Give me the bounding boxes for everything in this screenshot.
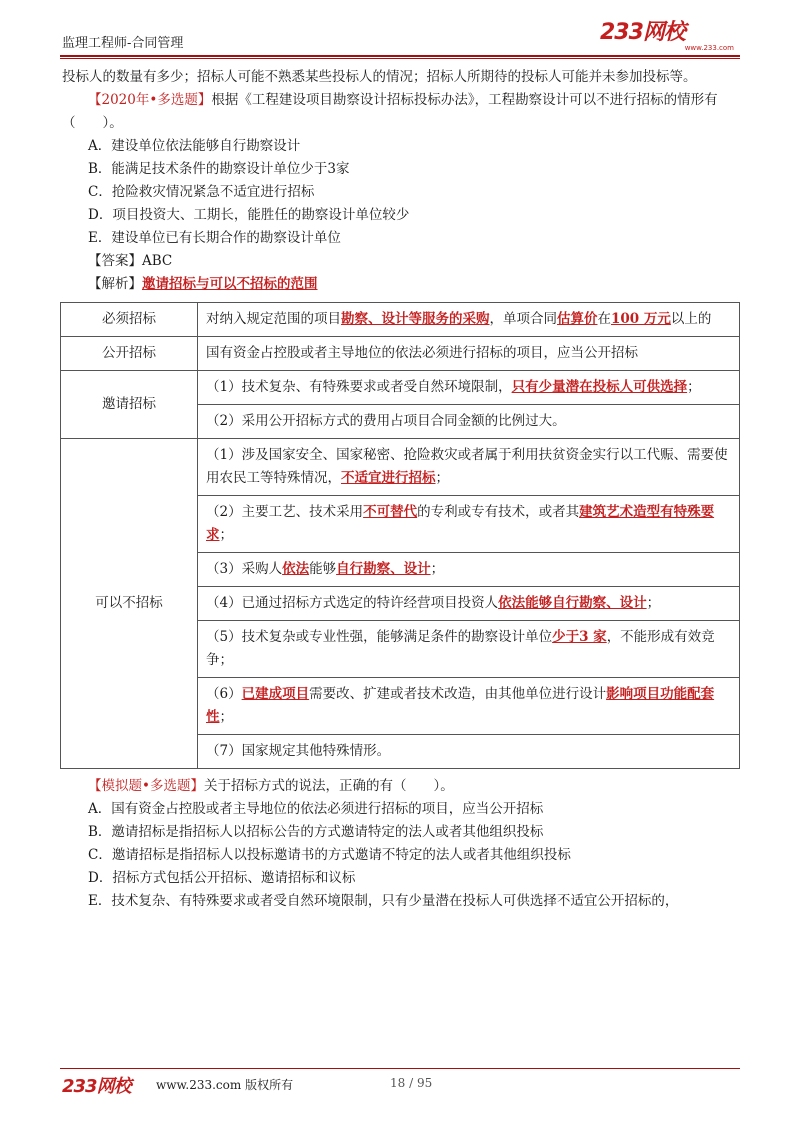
- highlight: 少于3 家: [552, 629, 607, 645]
- highlight: 影响项目功能配套性: [206, 686, 715, 725]
- page-number: 18 / 95: [390, 1076, 433, 1090]
- question-1-option-b: B．能满足技术条件的勘察设计单位少于3家: [88, 161, 350, 177]
- highlight: 不适宜进行招标: [341, 470, 436, 486]
- header-divider: [60, 55, 740, 57]
- question-1-stem: [62, 89, 738, 135]
- question-1-option-a: A．建设单位依法能够自行勘察设计: [88, 138, 301, 154]
- table-row: [61, 439, 740, 496]
- highlight: 依法能够自行勘察、设计: [498, 595, 647, 611]
- rule-cell: （1）涉及国家安全、国家秘密、抢险救灾或者属于利用扶贫资金实行以工代赈、需要使用农民工等特殊情况，不适宜进行招标；: [198, 439, 740, 496]
- question-2-option-d: D．招标方式包括公开招标、邀请招标和议标: [88, 870, 356, 886]
- logo-url: www.233.com: [684, 44, 734, 52]
- question-2-tag: 【模拟题•多选题】: [88, 778, 204, 794]
- question-1-option-d: D．项目投资大、工期长，能胜任的勘察设计单位较少: [88, 207, 410, 223]
- table-row: [61, 371, 740, 405]
- question-1-option-c: C．抢险救灾情况紧急不适宜进行招标: [88, 184, 315, 200]
- highlight: 已建成项目: [241, 686, 310, 702]
- footer-copyright: www.233.com 版权所有: [156, 1078, 294, 1092]
- rule-cell: （7）国家规定其他特殊情形。: [198, 735, 740, 769]
- intro-paragraph: 投标人的数量有多少；招标人可能不熟悉某些投标人的情况；招标人所期待的投标人可能并未参加投标等。: [62, 69, 697, 85]
- category-cell: 公开招标: [61, 337, 198, 371]
- category-cell: 邀请招标: [61, 371, 198, 439]
- table-row: [61, 337, 740, 371]
- bidding-scope-table: [60, 302, 740, 769]
- question-1-analysis: [62, 273, 738, 296]
- header-title: 监理工程师-合同管理: [62, 36, 184, 51]
- rule-cell: （2）采用公开招标方式的费用占项目合同金额的比例过大。: [198, 405, 740, 439]
- rule-cell: 对纳入规定范围的项目勘察、设计等服务的采购，单项合同估算价在100 万元以上的: [198, 303, 740, 337]
- question-2-option-b: B．邀请招标是指招标人以招标公告的方式邀请特定的法人或者其他组织投标: [88, 824, 544, 840]
- question-2-option-a: A．国有资金占控股或者主导地位的依法必须进行招标的项目，应当公开招标: [88, 801, 544, 817]
- rule-cell: （3）采购人依法能够自行勘察、设计；: [198, 553, 740, 587]
- highlight: 依法: [282, 561, 310, 577]
- answer-value: ABC: [142, 253, 173, 269]
- highlight: 只有少量潜在投标人可供选择: [511, 379, 688, 395]
- logo-text: 233网校: [600, 20, 685, 45]
- highlight: 建筑艺术造型有特殊要求: [206, 504, 715, 543]
- rule-cell: （6）已建成项目需要改、扩建或者技术改造，由其他单位进行设计影响项目功能配套性；: [198, 678, 740, 735]
- analysis-title: 邀请招标与可以不招标的范围: [142, 276, 318, 292]
- page-content: [62, 66, 738, 913]
- question-1-option-e: E．建设单位已有长期合作的勘察设计单位: [88, 230, 341, 246]
- rule-cell: （2）主要工艺、技术采用不可替代的专利或专有技术，或者其建筑艺术造型有特殊要求；: [198, 496, 740, 553]
- highlight: 100 万元: [611, 311, 671, 327]
- header-divider-thin: [60, 58, 740, 59]
- answer-label: 【答案】: [88, 253, 142, 269]
- footer-divider: [60, 1068, 740, 1069]
- question-1-tag: 【2020年•多选题】: [88, 92, 212, 108]
- highlight: 估算价: [557, 311, 598, 327]
- table-row: [61, 303, 740, 337]
- category-cell: 可以不招标: [61, 439, 198, 769]
- rule-cell: （1）技术复杂、有特殊要求或者受自然环境限制，只有少量潜在投标人可供选择；: [198, 371, 740, 405]
- question-1-answer: [62, 250, 738, 273]
- brand-logo: [600, 22, 740, 56]
- rule-cell: （4）已通过招标方式选定的特许经营项目投资人依法能够自行勘察、设计；: [198, 587, 740, 621]
- question-2-option-c: C．邀请招标是指招标人以投标邀请书的方式邀请不特定的法人或者其他组织投标: [88, 847, 571, 863]
- rule-cell: （5）技术复杂或专业性强，能够满足条件的勘察设计单位少于3 家，不能形成有效竞争；: [198, 621, 740, 678]
- footer-logo: 233网校: [62, 1076, 131, 1097]
- highlight: 自行勘察、设计: [336, 561, 431, 577]
- highlight: 勘察、设计等服务的采购: [341, 311, 490, 327]
- category-cell: 必须招标: [61, 303, 198, 337]
- rule-cell: 国有资金占控股或者主导地位的依法必须进行招标的项目，应当公开招标: [198, 337, 740, 371]
- question-2-text: 关于招标方式的说法，正确的有（ ）。: [203, 778, 454, 794]
- question-2-stem: [62, 775, 738, 798]
- question-1-text: 根据《工程建设项目勘察设计招标投标办法》，工程勘察设计可以不进行招标的情形有（ ）。: [62, 92, 718, 131]
- highlight: 不可替代: [363, 504, 418, 520]
- question-2-option-e: E．技术复杂、有特殊要求或者受自然环境限制，只有少量潜在投标人可供选择不适宜公开招标的，: [88, 893, 679, 909]
- analysis-label: 【解析】: [88, 276, 142, 292]
